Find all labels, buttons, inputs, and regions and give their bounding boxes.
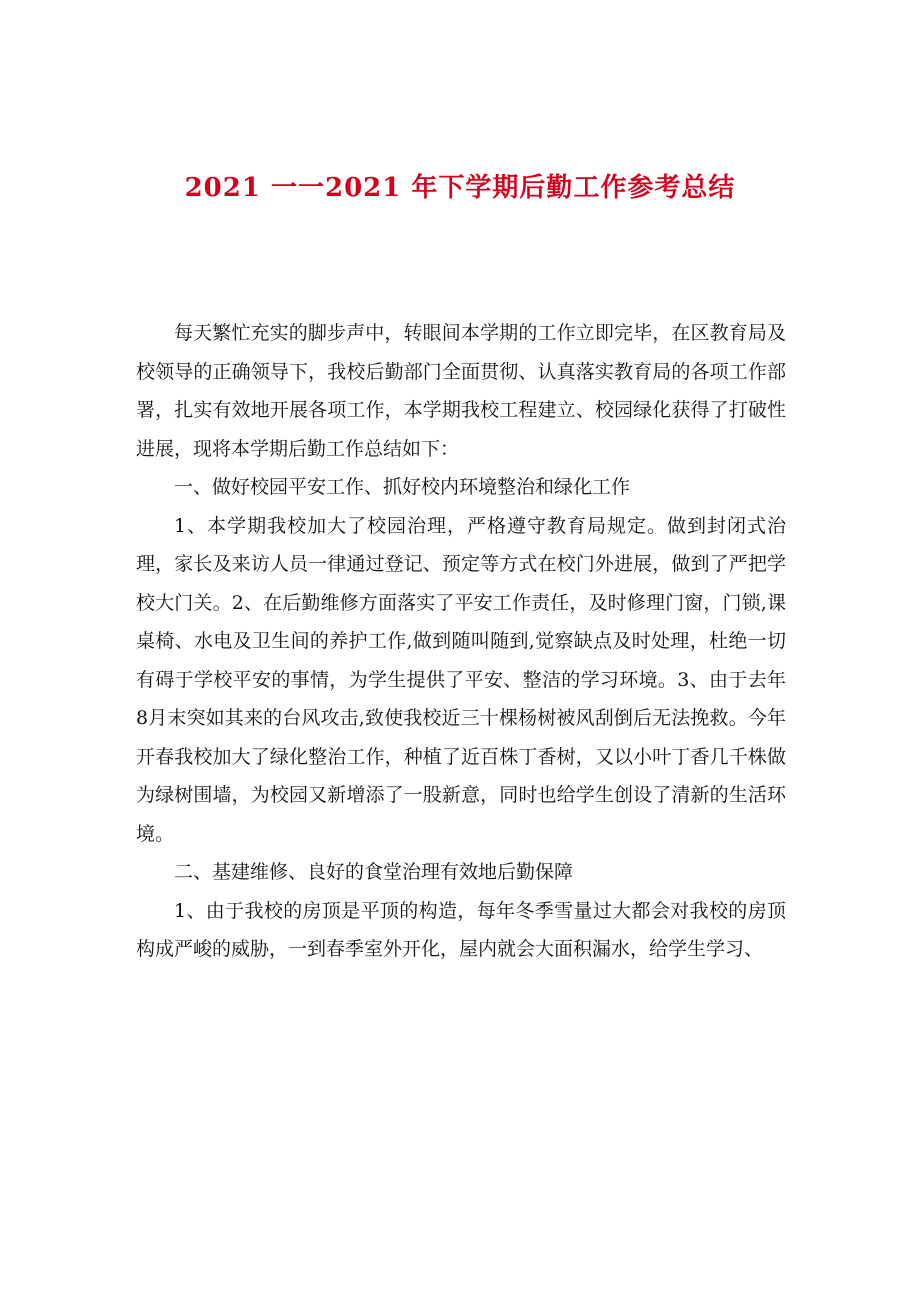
document-title: 2021 一一2021 年下学期后勤工作参考总结 [184,173,736,203]
section-heading-1: 一、做好校园平安工作、抓好校内环境整治和绿化工作 [174,476,631,498]
section-heading-2: 二、基建维修、良好的食堂治理有效地后勤保障 [174,861,574,883]
paragraph-section-1: 1、本学期我校加大了校园治理，严格遵守教育局规定。做到封闭式治理，家长及来访人员一律通过登记、预定等方式在校门外进展，做到了严把学校大门关。2、在后勤维修方面落实了平安工作责任，及时修理门窗，门锁,课桌椅、水电及卫生间的养护工作,做到随叫随到,觉察缺点及时处理，杜绝一切有碍于学校平安的事情，为学生提供了平安、整洁的学习环境。3、由于去年8月末突如其来的台风攻击,致使我校近三十棵杨树被风刮倒后无法挽救。今年开春我校加大了绿化整治工作，种植了近百株丁香树，又以小叶丁香几千株做为绿树围墙，为校园又新增添了一股新意，同时也给学生创设了清新的生活环境。 [136,514,786,845]
paragraph-section-2: 1、由于我校的房顶是平顶的构造，每年冬季雪量过大都会对我校的房顶构成严峻的威胁，一到春季室外开化，屋内就会大面积漏水，给学生学习、 [136,899,786,960]
document-body [136,314,786,969]
paragraph-intro: 每天繁忙充实的脚步声中，转眼间本学期的工作立即完毕，在区教育局及校领导的正确领导下，我校后勤部门全面贯彻、认真落实教育局的各项工作部署，扎实有效地开展各项工作，本学期我校工程建立、校园绿化获得了打破性进展，现将本学期后勤工作总结如下： [136,322,786,460]
